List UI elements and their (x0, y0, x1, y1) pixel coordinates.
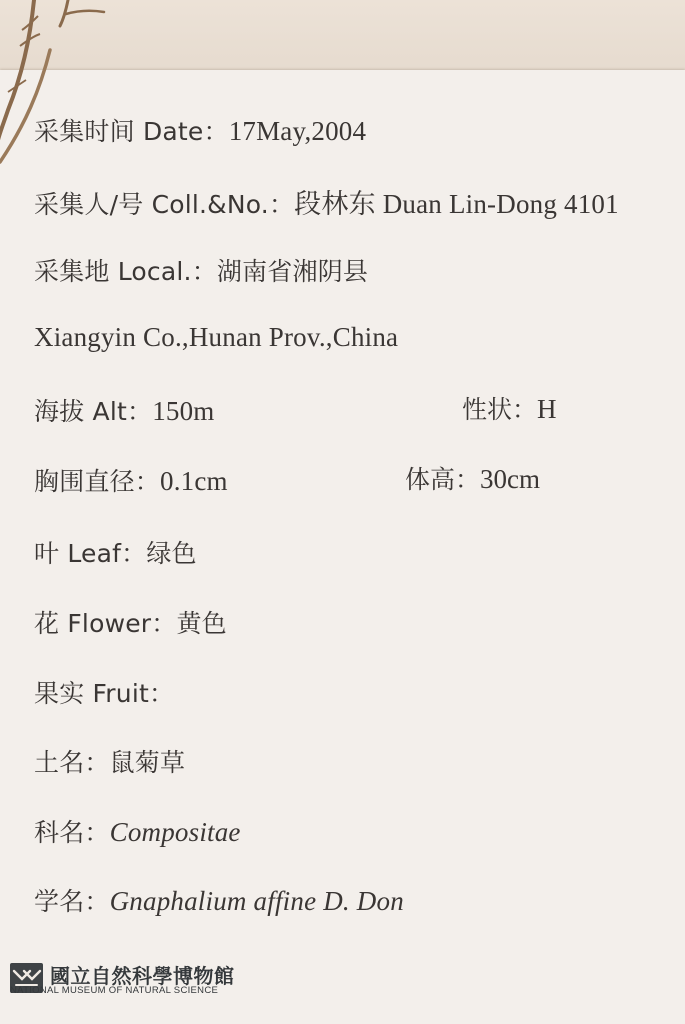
height-label: 体高： (405, 465, 481, 494)
museum-name-english: NATIONAL MUSEUM OF NATURAL SCIENCE (10, 985, 219, 996)
leaf-label: 叶 Leaf： (34, 539, 147, 568)
locality-value: 湖南省湘阴县 (216, 257, 369, 286)
flower-label: 花 Flower： (34, 609, 177, 638)
local-name-value: 鼠菊草 (109, 748, 186, 777)
family-value: Compositae (109, 817, 241, 847)
locality-english-value: Xiangyin Co.,Hunan Prov.,China (34, 322, 399, 352)
dbh-label: 胸围直径： (34, 467, 161, 496)
leaf-value: 绿色 (146, 539, 197, 568)
flower-value: 黄色 (176, 609, 227, 638)
locality-english-row (34, 322, 398, 353)
local-name-label: 土名： (34, 748, 110, 777)
locality-row (34, 252, 368, 288)
dbh-value: 0.1cm (160, 466, 228, 496)
collector-label: 采集人/号 Coll.&No.： (34, 190, 295, 219)
flower-row (34, 604, 227, 640)
family-label: 科名： (34, 818, 110, 847)
height-value: 30cm (480, 464, 541, 494)
locality-label: 采集地 Local.： (34, 257, 217, 286)
habit-label: 性状： (462, 395, 538, 424)
museum-logo (10, 962, 280, 1002)
leaf-row (34, 534, 197, 570)
altitude-row (34, 392, 215, 428)
collector-row (34, 182, 619, 221)
collection-date-value: 17May,2004 (228, 116, 367, 146)
museum-name-chinese: 國立自然科學博物館 (50, 964, 235, 988)
collector-value: 段林东 Duan Lin-Dong 4101 (294, 189, 619, 219)
family-row (34, 813, 241, 849)
collection-date-label: 采集时间 Date： (34, 117, 229, 146)
altitude-label: 海拔 Alt： (34, 397, 153, 426)
scientific-name-row (34, 882, 404, 918)
fruit-row (34, 674, 174, 710)
local-name-row (34, 743, 185, 779)
habit-field (462, 390, 557, 426)
altitude-value: 150m (152, 396, 215, 426)
scientific-name-value: Gnaphalium affine D. Don (109, 886, 404, 916)
habit-value: H (537, 394, 557, 424)
scientific-name-label: 学名： (34, 887, 110, 916)
height-field (405, 460, 540, 496)
collection-date-row (34, 112, 366, 148)
dbh-row (34, 462, 228, 498)
fruit-label: 果实 Fruit： (34, 679, 175, 708)
